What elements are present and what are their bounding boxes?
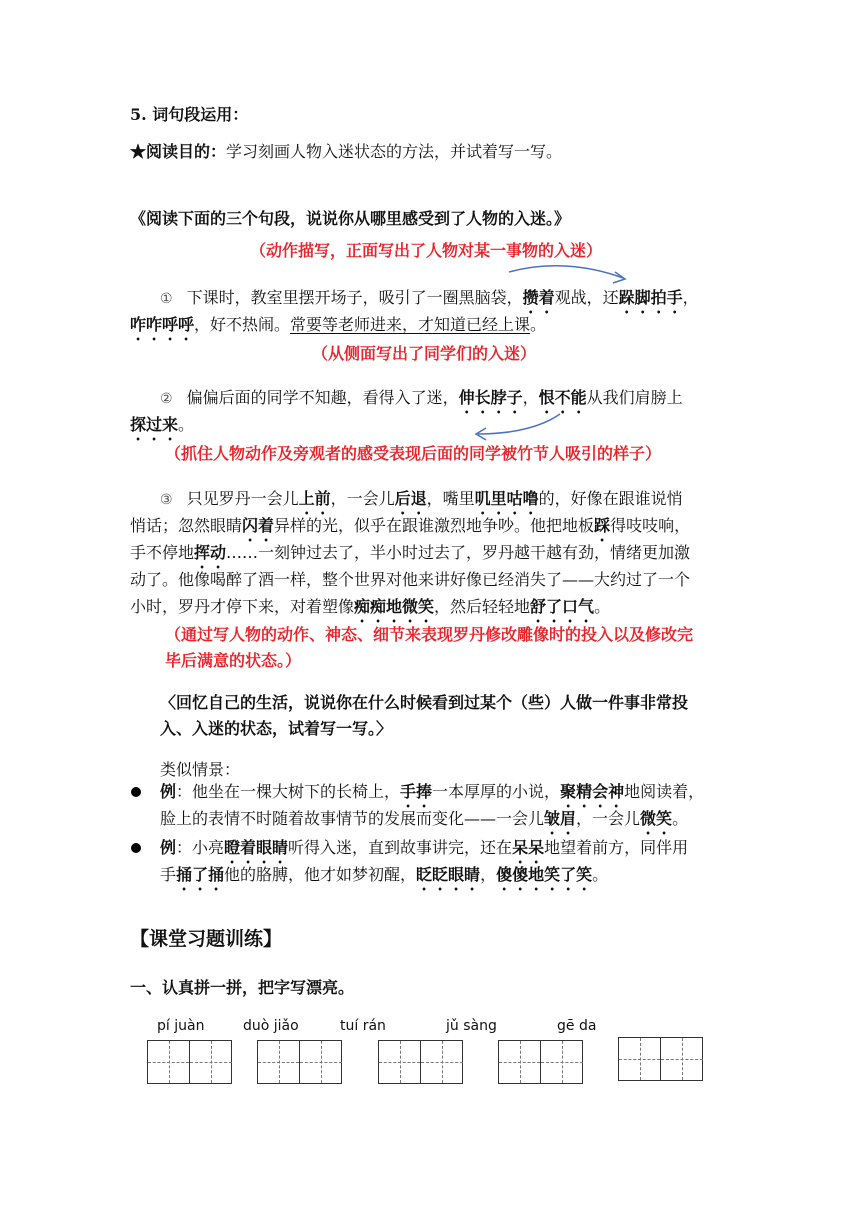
paragraph-2-line-1 [160, 387, 683, 417]
emphasis: 捅了捅 [176, 865, 225, 884]
text: ， [522, 388, 539, 407]
annotation-observer: （抓住人物动作及旁观者的感受表现后面的同学被竹节人吸引的样子） [165, 444, 662, 463]
paragraph-1-line-1 [160, 287, 699, 317]
text: 。 [672, 809, 689, 828]
text: ，好不热闹。 [194, 315, 291, 334]
paragraph-3-line-1 [160, 488, 683, 518]
text: 只见罗丹一会儿 [186, 489, 299, 508]
emphasis: 上前 [298, 489, 331, 508]
bullet-icon [131, 843, 141, 853]
emphasis: 咋咋呼呼 [130, 315, 195, 334]
paragraph-3-line-2 [130, 515, 690, 545]
emphasis: 舒了口气 [530, 597, 595, 616]
goal-text: 学习刻画人物入迷状态的方法，并试着写一写。 [226, 142, 563, 161]
example-2-line-2 [160, 864, 608, 894]
example-label: 例 [160, 838, 177, 857]
text: 手 [160, 865, 177, 884]
emphasis: 探过来 [130, 415, 179, 434]
annotation-detail-line-1: （通过写人物的动作、神态、细节来表现罗丹修改雕像时的投入以及修改完 [165, 625, 694, 644]
text: 地阅读着， [624, 782, 705, 801]
text: ，一会儿 [576, 809, 641, 828]
text: ，一会儿 [330, 489, 395, 508]
writing-grid[interactable] [378, 1040, 463, 1084]
emphasis: 踩 [594, 516, 611, 535]
emphasis: 恨不能 [538, 388, 587, 407]
text: 脸上的表情不时随着故事情节的发展而变化——一会儿 [160, 809, 545, 828]
emphasis: 聚精会神 [560, 782, 625, 801]
emphasis: 眨眨眼睛 [416, 865, 481, 884]
text: 观战，还 [554, 288, 619, 307]
emphasis: 傻傻地笑了笑 [496, 865, 593, 884]
text: 得吱吱响， [610, 516, 691, 535]
text: 地望着前方，同伴用 [544, 838, 689, 857]
annotation-arrow [470, 410, 570, 442]
emphasis: 后退 [394, 489, 427, 508]
emphasis: 挥动 [194, 543, 227, 562]
similar-label: 类似情景： [160, 760, 241, 779]
emphasis: 闪着 [242, 516, 275, 535]
writing-grid[interactable] [498, 1040, 583, 1084]
emphasis: 微笑 [640, 809, 673, 828]
writing-grid[interactable] [147, 1040, 232, 1084]
text: 他的胳膊，他才如梦初醒， [224, 865, 417, 884]
text: 偏偏后面的同学不知趣，看得入了迷， [186, 388, 459, 407]
text: ：小亮 [176, 838, 225, 857]
paragraph-3-line-3 [130, 542, 690, 572]
emphasis: 痴痴地微笑 [354, 597, 435, 616]
paragraph-number: ② [160, 391, 173, 407]
emphasis: 跺脚拍手 [618, 288, 683, 307]
example-label: 例 [160, 782, 177, 801]
question-1: 一、认真拼一拼，把字写漂亮。 [130, 978, 355, 997]
reading-goal [130, 141, 562, 163]
text: 手不停地 [130, 543, 195, 562]
text: 异样的光，似乎在跟谁激烈地争吵。他把地板 [274, 516, 595, 535]
paragraph-1-line-2 [130, 314, 546, 344]
text: 。 [530, 315, 547, 334]
text: 从我们肩膀上 [586, 388, 683, 407]
annotation-action: （动作描写，正面写出了人物对某一事物的入迷） [250, 241, 603, 260]
pinyin-label: pí juàn [157, 1018, 205, 1034]
emphasis: 皱眉 [544, 809, 577, 828]
paragraph-2-line-2 [130, 414, 194, 444]
annotation-detail-line-2: 毕后满意的状态。） [165, 651, 302, 670]
emphasis: 叽里咕噜 [474, 489, 539, 508]
paragraph-number: ① [160, 291, 173, 307]
section-heading: 5. 词句段运用： [130, 105, 249, 124]
example-2-line-1 [160, 837, 688, 867]
emphasis: 呆呆 [512, 838, 545, 857]
text: ， [480, 865, 497, 884]
pinyin-label: tuí rán [340, 1018, 386, 1034]
paragraph-3-line-5 [130, 596, 610, 626]
text: 一本厚厚的小说， [432, 782, 561, 801]
annotation-side: （从侧面写出了同学们的入迷） [312, 344, 537, 363]
emphasis: 瞪着眼睛 [224, 838, 289, 857]
emphasis: 伸长脖子 [458, 388, 523, 407]
practice-title: 【课堂习题训练】 [130, 928, 283, 950]
pinyin-label: gē da [557, 1018, 597, 1034]
paragraph-number: ③ [160, 492, 173, 508]
text: 听得入迷，直到故事讲完，还在 [288, 838, 513, 857]
underlined-text: 常要等老师进来，才知道已经上课 [290, 315, 531, 334]
emphasis: 手捧 [400, 782, 433, 801]
pinyin-label: duò jiǎo [243, 1018, 299, 1034]
text: ，嘴里 [426, 489, 475, 508]
example-1-line-2 [160, 808, 688, 838]
text: 。 [592, 865, 609, 884]
text: ， [682, 288, 699, 307]
text: ……一刻钟过去了，半小时过去了，罗丹越干越有劲，情绪更加激 [226, 543, 691, 562]
goal-label: ★阅读目的： [130, 142, 227, 161]
text: 悄话；忽然眼睛 [130, 516, 243, 535]
text: 。 [178, 415, 195, 434]
task-prompt-1: 《阅读下面的三个句段，说说你从哪里感受到了人物的入迷。》 [130, 209, 571, 228]
task-prompt-2-line-1: 〈回忆自己的生活，说说你在什么时候看到过某个（些）人做一件事非常投 [160, 693, 689, 712]
task-prompt-2-line-2: 入、入迷的状态，试着写一写。〉 [160, 719, 393, 738]
pinyin-label: jǔ sàng [446, 1018, 497, 1034]
paragraph-3-line-4: 动了。他像喝醉了酒一样，整个世界对他来讲好像已经消失了——大约过了一个 [130, 570, 691, 589]
text: ，然后轻轻地 [434, 597, 531, 616]
writing-grid[interactable] [618, 1037, 703, 1081]
example-1-line-1 [160, 781, 704, 811]
text: 的，好像在跟谁说悄 [538, 489, 683, 508]
writing-grid[interactable] [257, 1040, 342, 1084]
emphasis: 攒着 [522, 288, 555, 307]
text: 下课时，教室里摆开场子，吸引了一圈黑脑袋， [186, 288, 523, 307]
text: 小时，罗丹才停下来，对着塑像 [130, 597, 355, 616]
bullet-icon [131, 787, 141, 797]
text: 。 [594, 597, 611, 616]
text: ：他坐在一棵大树下的长椅上， [176, 782, 401, 801]
